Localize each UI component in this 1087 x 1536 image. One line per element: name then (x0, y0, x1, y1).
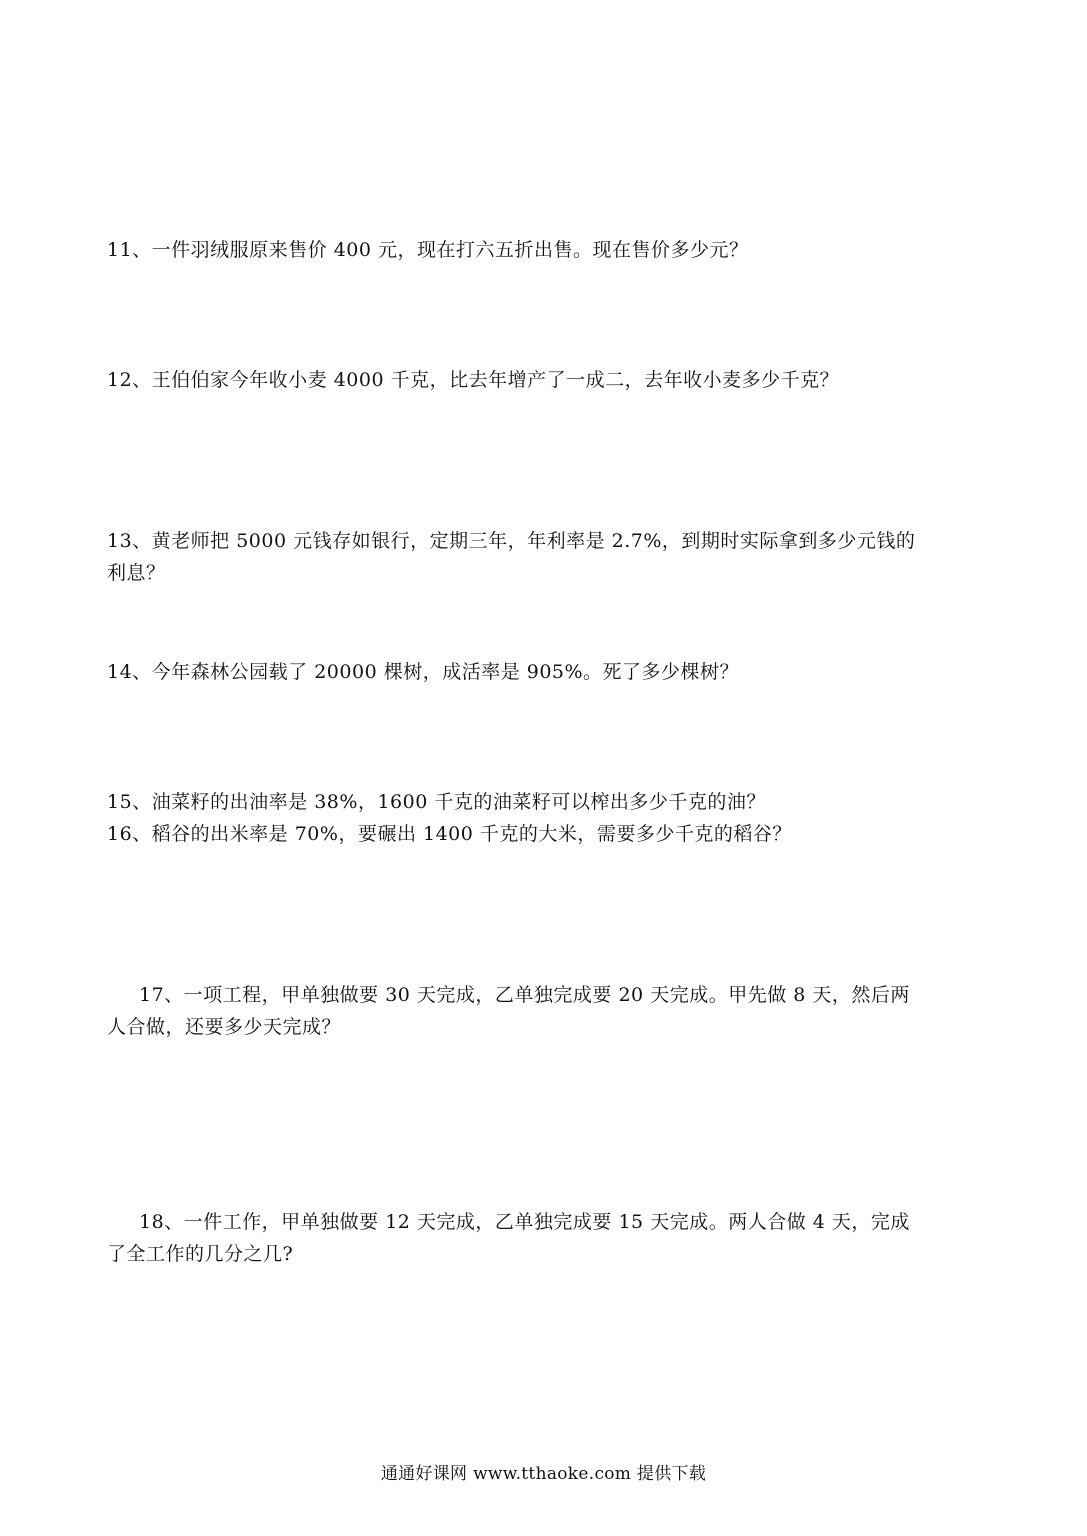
question-line: 15、油菜籽的出油率是 38%，1600 千克的油菜籽可以榨出多少千克的油？ (107, 791, 766, 813)
question-line: 了全工作的几分之几? (107, 1243, 294, 1265)
question-13 (107, 525, 982, 589)
question-line: 11、一件羽绒服原来售价 400 元，现在打六五折出售。现在售价多少元？ (107, 239, 749, 261)
question-14 (107, 656, 982, 688)
question-line: 16、稻谷的出米率是 70%，要碾出 1400 千克的大米，需要多少千克的稻谷？ (107, 823, 792, 845)
question-16 (107, 818, 982, 850)
question-line: 13、黄老师把 5000 元钱存如银行，定期三年，年利率是 2.7%，到期时实际拿到多少元钱的 (107, 530, 916, 552)
question-line: 18、一件工作，甲单独做要 12 天完成，乙单独完成要 15 天完成。两人合做 4 天，完成 (139, 1211, 910, 1233)
question-line: 人合做，还要多少天完成？ (107, 1016, 342, 1038)
question-11 (107, 234, 982, 266)
question-line: 17、一项工程，甲单独做要 30 天完成，乙单独完成要 20 天完成。甲先做 8 天，然后两 (139, 984, 910, 1006)
question-12 (107, 364, 982, 396)
question-18 (107, 1206, 982, 1270)
question-line: 利息？ (107, 562, 166, 584)
question-line: 12、王伯伯家今年收小麦 4000 千克，比去年增产了一成二，去年收小麦多少千克？ (107, 369, 840, 391)
footer-download-note: 通通好课网 www.tthaoke.com 提供下载 (380, 1464, 707, 1484)
question-17 (107, 979, 982, 1043)
question-line: 14、今年森林公园载了 20000 棵树，成活率是 905%。死了多少棵树？ (107, 661, 740, 683)
question-15 (107, 786, 982, 818)
